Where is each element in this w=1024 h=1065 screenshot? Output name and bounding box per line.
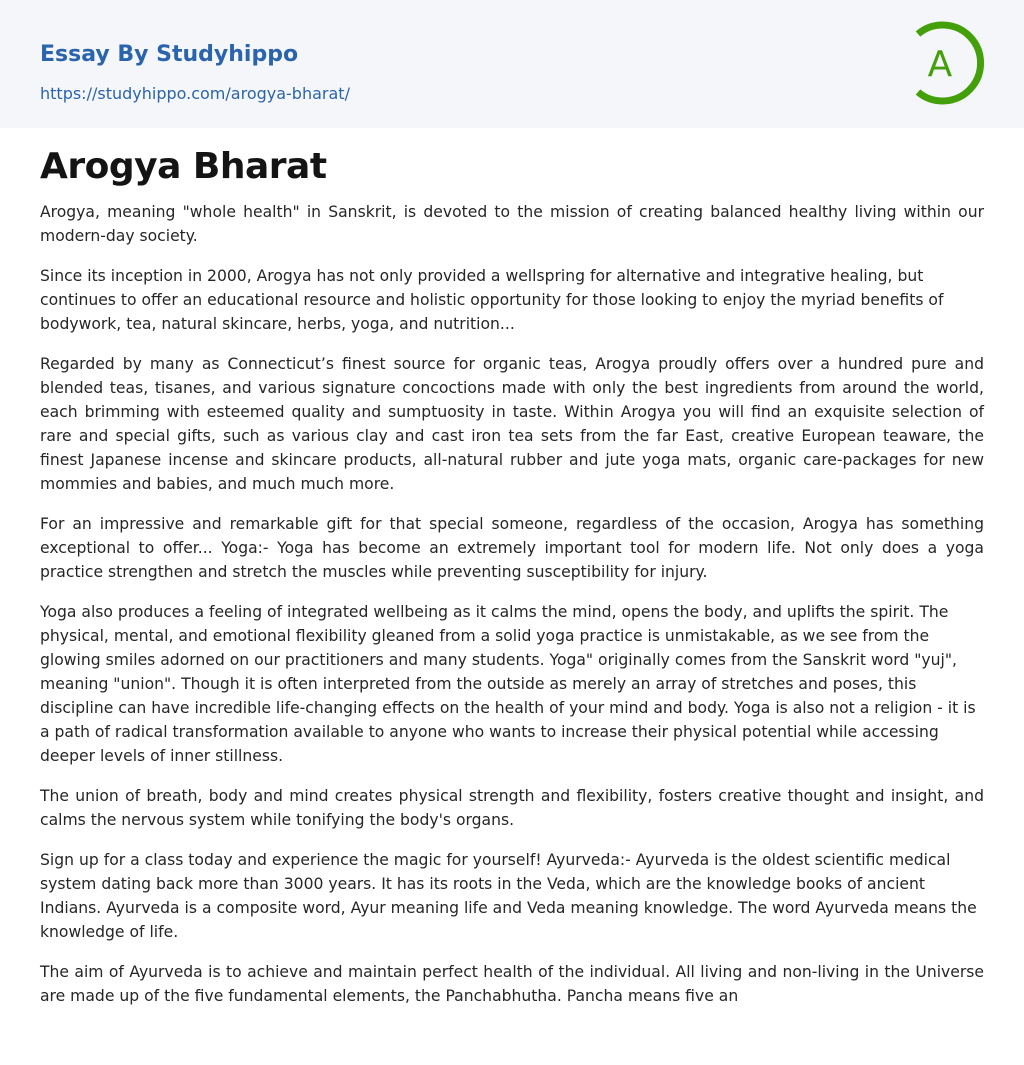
site-title: Essay By Studyhippo <box>40 42 299 67</box>
essay-body <box>40 200 984 1024</box>
page-title: Arogya Bharat <box>40 146 327 187</box>
paragraph: Regarded by many as Connecticut’s finest source for organic teas, Arogya proudly offers over a hundred pure and blended teas, tisanes, and various signature concoctions made with only the best ingredients from around the world, each brimming with esteemed quality and sumptuosity in taste. Within Arogya you will find an exquisite selection of rare and special gifts, such as various clay and cast iron tea sets from the far East, creative European teaware, the finest Japanese incense and skincare products, all-natural rubber and jute yoga mats, organic care-packages for new mommies and babies, and much much more. <box>40 355 984 493</box>
essay-header <box>0 0 1024 128</box>
paragraph: The aim of Ayurveda is to achieve and maintain perfect health of the individual. All living and non-living in the Universe are made up of the five fundamental elements, the Panchabhutha. Pancha means five an <box>40 963 984 1005</box>
paragraph: Sign up for a class today and experience the magic for yourself! Ayurveda:- Ayurveda is the oldest scientific medical system dating back more than 3000 years. It has its roots in the Veda, which are the knowledge books of ancient Indians. Ayurveda is a composite word, Ayur meaning life and Veda meaning knowledge. The word Ayurveda means the knowledge of life. <box>40 851 977 941</box>
essay-url-link[interactable]: https://studyhippo.com/arogya-bharat/ <box>40 84 350 103</box>
paragraph: For an impressive and remarkable gift for that special someone, regardless of the occasion, Arogya has something exceptional to offer... Yoga:- Yoga has become an extremely important tool for modern life. Not only does a yoga practice strengthen and stretch the muscles while preventing susceptibility for injury. <box>40 515 984 581</box>
paragraph: Arogya, meaning "whole health" in Sanskrit, is devoted to the mission of creating balanced healthy living within our modern-day society. <box>40 203 984 245</box>
studyhippo-logo-icon[interactable] <box>906 18 990 108</box>
paragraph: Since its inception in 2000, Arogya has not only provided a wellspring for alternative and integrative healing, but continues to offer an educational resource and holistic opportunity for those looking to enjoy the myriad benefits of bodywork, tea, natural skincare, herbs, yoga, and nutrition... <box>40 267 944 333</box>
paragraph: The union of breath, body and mind creates physical strength and flexibility, fosters creative thought and insight, and calms the nervous system while tonifying the body's organs. <box>40 787 984 829</box>
svg-text:A: A <box>927 44 953 85</box>
paragraph: Yoga also produces a feeling of integrated wellbeing as it calms the mind, opens the body, and uplifts the spirit. The physical, mental, and emotional flexibility gleaned from a solid yoga practice is unmistakable, as we see from the glowing smiles adorned on our practitioners and many students. Yoga" originally comes from the Sanskrit word "yuj", meaning "union". Though it is often interpreted from the outside as merely an array of stretches and poses, this discipline can have incredible life-changing effects on the health of your mind and body. Yoga is also not a religion - it is a path of radical transformation available to anyone who wants to increase their physical potential while accessing deeper levels of inner stillness. <box>40 603 976 765</box>
